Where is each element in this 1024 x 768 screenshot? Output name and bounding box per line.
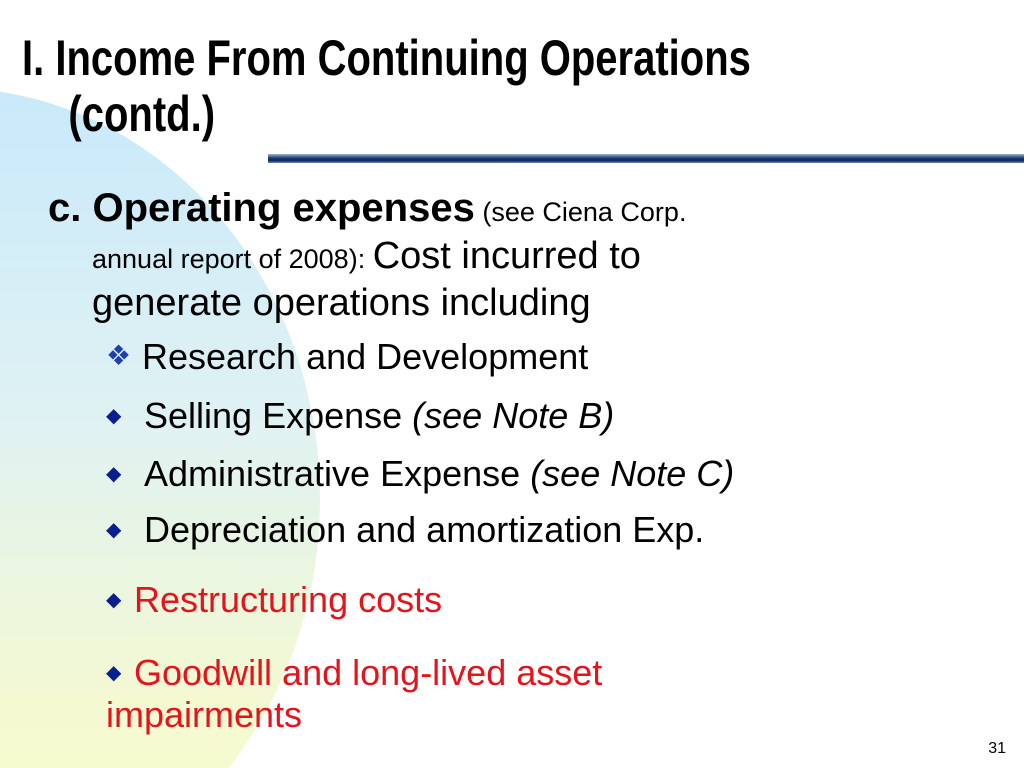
bullet-text: Selling Expense <box>144 395 413 436</box>
diamond-icon: ◆ <box>106 662 122 684</box>
slide-title-line2: (contd.) <box>68 86 216 142</box>
bullet-text: Research and Development <box>142 336 589 377</box>
bullet-item-restructuring <box>106 580 442 620</box>
bullet-text: Restructuring costs <box>134 579 443 620</box>
fleur-diamond-icon: ❖ <box>106 340 132 371</box>
heading-bold-text: c. Operating expenses <box>48 186 475 230</box>
bullet-item-goodwill <box>106 652 602 736</box>
bullet-text: Administrative Expense <box>144 453 531 494</box>
bullet-text-line2: impairments <box>106 694 303 735</box>
diamond-icon: ◆ <box>106 519 122 541</box>
bullet-text-line1: Goodwill and long-lived asset <box>134 652 603 693</box>
bullet-item-selling <box>106 396 614 436</box>
title-underline-rule <box>268 154 1024 163</box>
heading-small-text-2: annual report of 2008): <box>92 244 373 274</box>
page-number: 31 <box>988 740 1006 757</box>
slide-title <box>22 30 814 142</box>
heading-regular-text-2: generate operations including <box>92 282 591 324</box>
bullet-note: (see Note C) <box>530 453 735 494</box>
bullet-text: Depreciation and amortization Exp. <box>144 509 705 550</box>
diamond-icon: ◆ <box>106 405 122 427</box>
diamond-icon: ◆ <box>106 589 122 611</box>
heading-continuation <box>48 234 978 281</box>
heading-regular-text-1: Cost incurred to <box>372 235 641 277</box>
bullet-item-research <box>106 336 588 377</box>
bullet-item-depreciation <box>106 510 704 550</box>
bullet-item-administrative <box>106 454 734 494</box>
bullet-note: (see Note B) <box>412 395 615 436</box>
operating-expenses-heading <box>48 186 978 325</box>
slide-title-line1: I. Income From Continuing Operations <box>22 30 751 86</box>
heading-small-text-1: (see Ciena Corp. <box>474 197 687 227</box>
diamond-icon: ◆ <box>106 463 122 485</box>
